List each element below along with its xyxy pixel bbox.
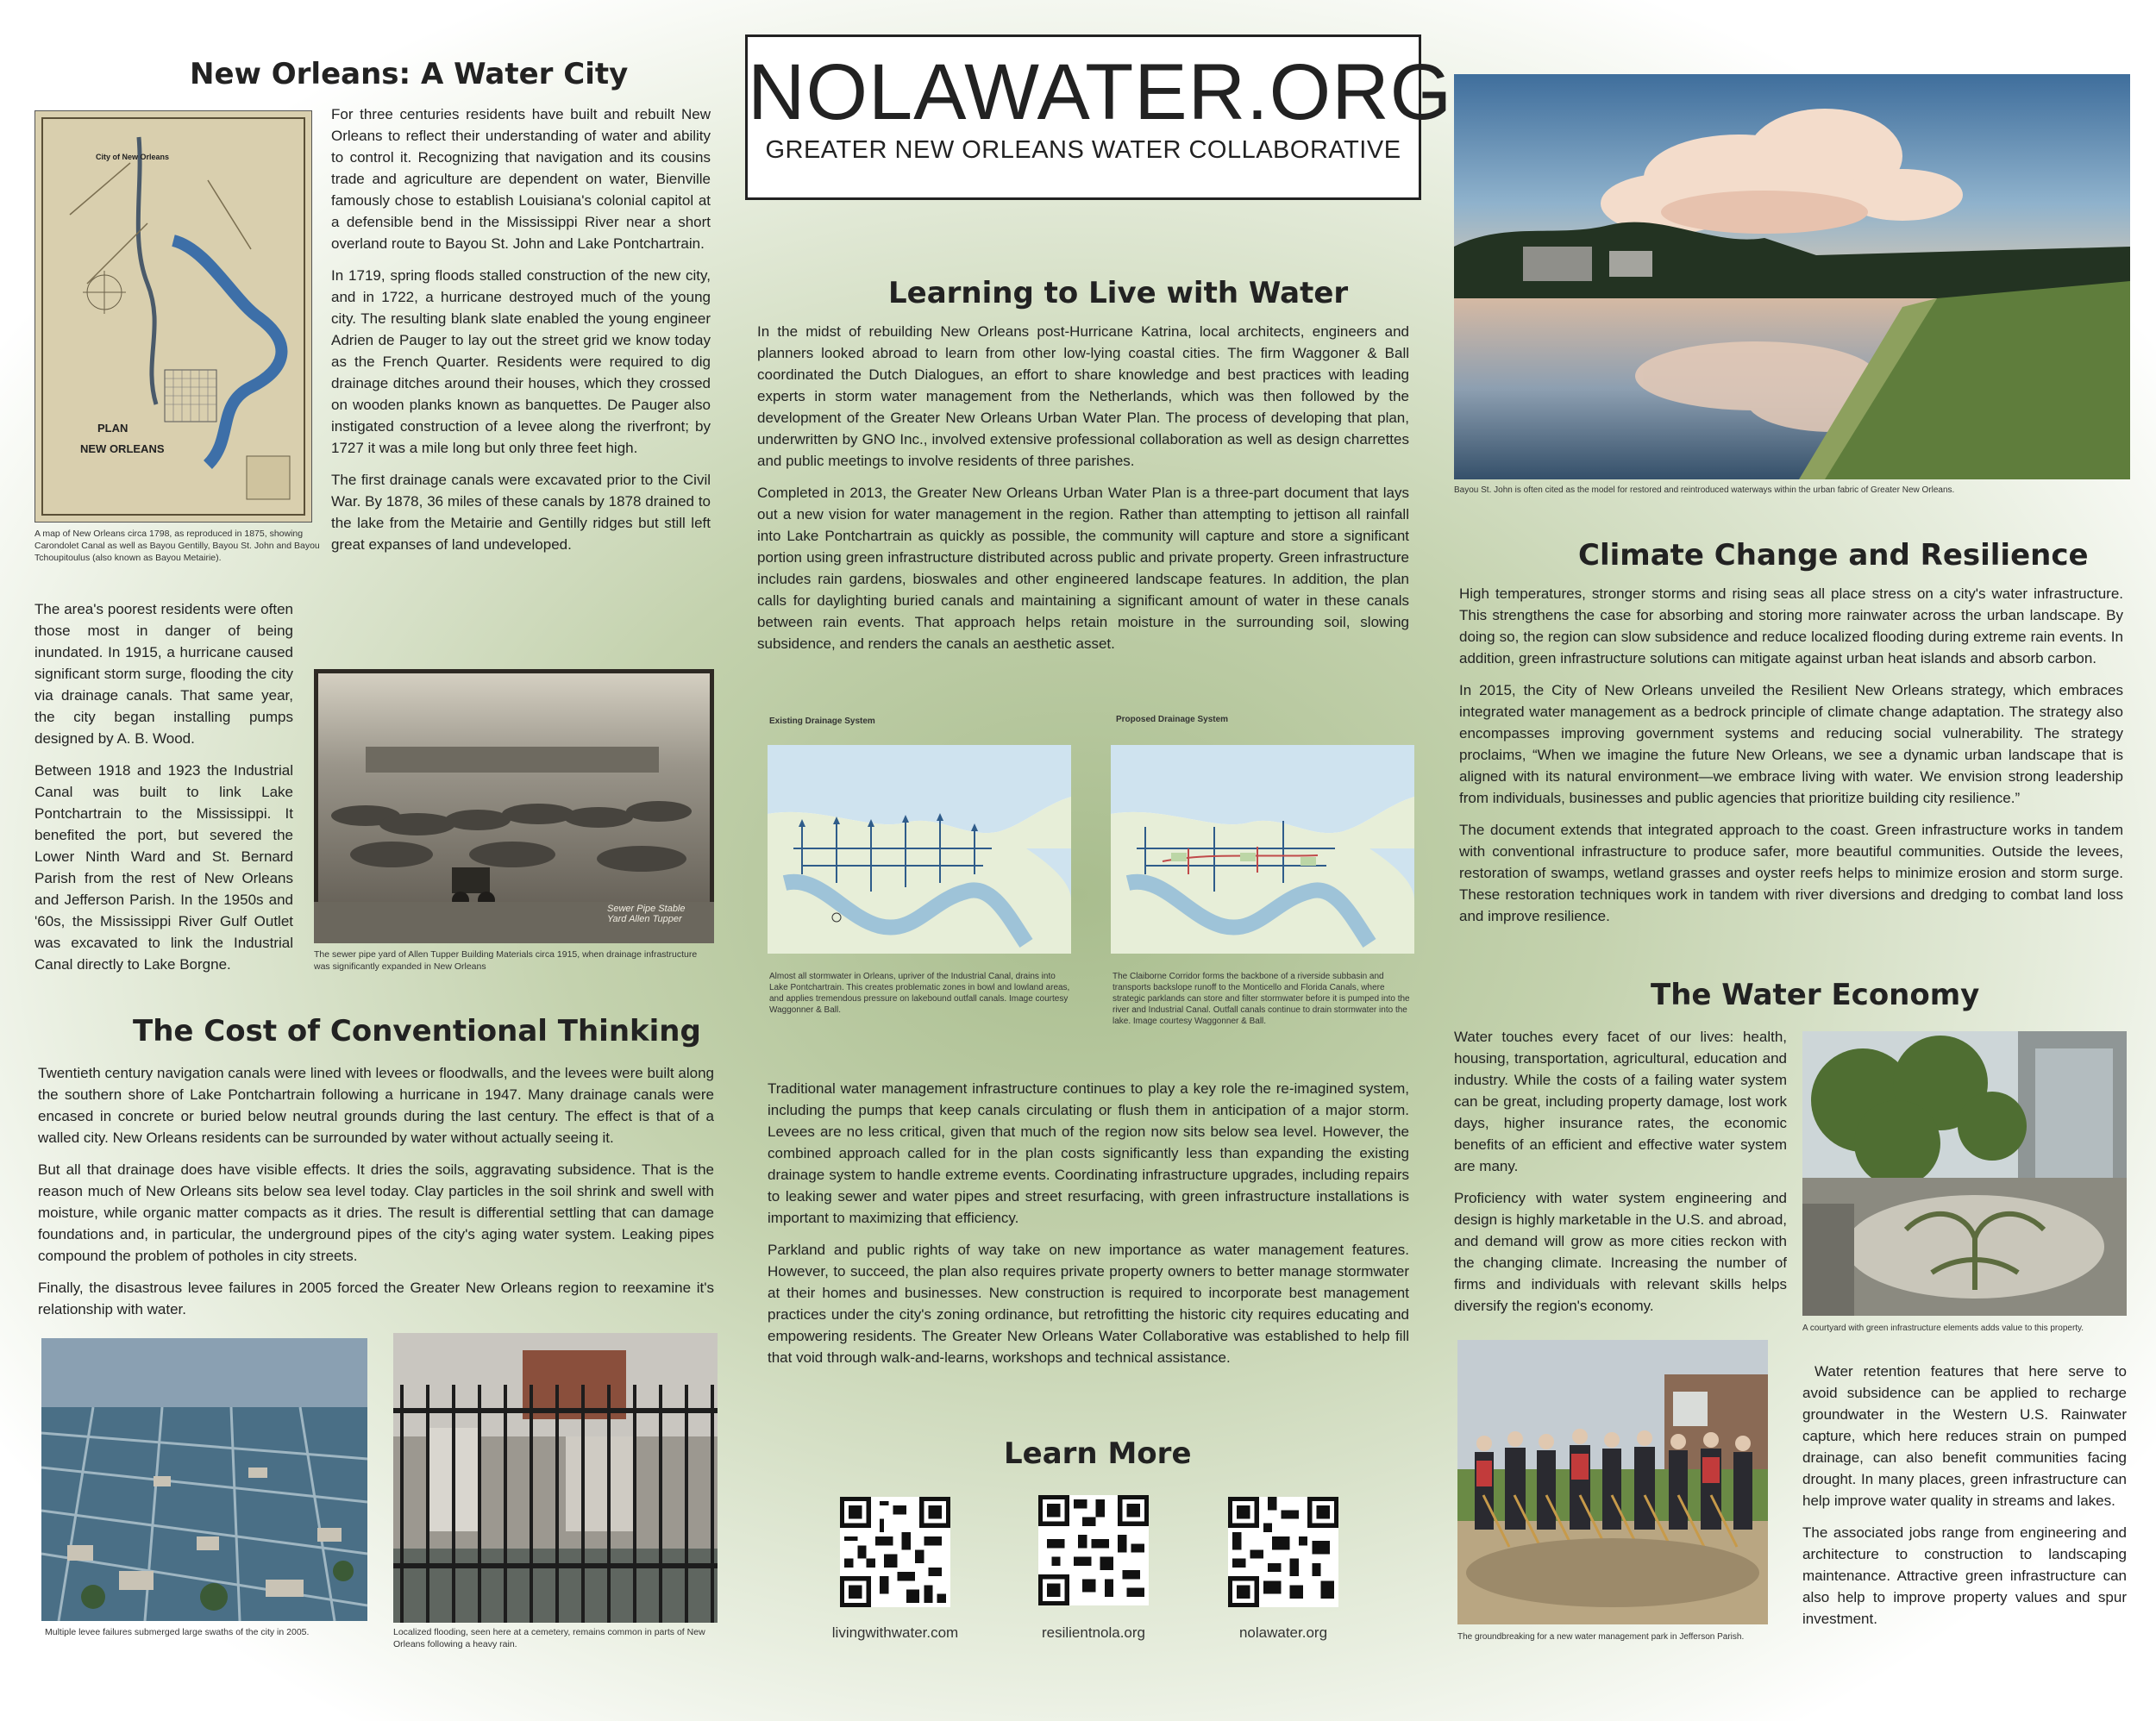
climate-text <box>1459 583 2123 937</box>
economy-p2: Proficiency with water system engineering and design is highly marketable in the U.S. and abroad, and demand will grow as more cities reckon with the changing climate. Increasing the number of firms and individuals with relevant skills helps diversify the region's economy. <box>1454 1190 1787 1314</box>
groundbreaking-photo <box>1457 1340 1768 1624</box>
qr-code-resilientnola[interactable] <box>1038 1495 1149 1605</box>
economy-p4: The associated jobs range from engineering and architecture to construction to landscaping maintenance. Attractive green infrastructure can also help to improve property values and spur investment. <box>1802 1524 2127 1627</box>
water-city-p1: For three centuries residents have built and rebuilt New Orleans to reflect their understanding of water and ability to control it. Recognizing that navigation and its cousins trade and agriculture are dependent on water, Bienville famously chose to establish Louisiana's colonial capitol at a defensible bend in the Mississippi River near a short overland route to Bayou St. John and Lake Pontchartrain. <box>331 106 711 252</box>
historic-map-caption: A map of New Orleans circa 1798, as reproduced in 1875, showing Carondolet Canal as well as Bayou Gentilly, Bayou St. John and Bayou Tchoupitoulus (also known as Bayou Metairie). <box>34 529 320 563</box>
economy-p3: Water retention features that here serve to avoid subsidence can be applied to recharge groundwater in the Western U.S. Rainwater capture, which here reduces strain on pumped drainage, can also benefit communities facing drought. In many places, green infrastructure can help improve water quality in streams and lakes. <box>1802 1363 2127 1509</box>
bayou-caption: Bayou St. John is often cited as the model for restored and reintroduced waterways within the urban fabric of Greater New Orleans. <box>1454 485 1955 495</box>
proposed-drainage-caption: The Claiborne Corridor forms the backbone of a riverside subbasin and transports backslope runoff to the Monticello and Florida Canals, where strategic parklands can store and filter stormwater before it is pumped into the river and Industrial Canal. Outfall canals continue to drain stormwater into the lake. Image courtesy Waggonner & Ball. <box>1112 972 1410 1026</box>
cemetery-flood-photo <box>393 1333 718 1623</box>
water-city-p2: In 1719, spring floods stalled construction of the new city, and in 1722, a hurricane destroyed much of the young city. The resulting blank slate enabled the young engineer Adrien de Pauger to lay out the street grid we know today as the French Quarter. Residents were required to dig drainage ditches around their houses, which they crossed on wooden planks known as banquettes. De Pauger also instigated construction of a levee along the riverfront; by 1727 it was a mile long but only three feet high. <box>331 267 711 456</box>
heading-water-economy: The Water Economy <box>1651 978 1980 1012</box>
economy-text-top <box>1454 1026 1787 1327</box>
cost-thinking-text <box>38 1062 714 1330</box>
historic-map-image <box>34 110 312 523</box>
flood-aerial-photo <box>41 1338 367 1621</box>
pipe-yard-photo <box>314 669 714 943</box>
heading-learn-more: Learn More <box>1004 1436 1192 1471</box>
live-p4: Parkland and public rights of way take on new importance as water management features. However, to succeed, the plan also requires private property owners to better manage stormwater at their homes and businesses. New construction is required to incorporate best management practices under the city's zoning ordinance, but retrofitting the historic city requires educating and empowering residents. The Greater New Orleans Water Collaborative was established to help fill that void through walk-and-learns, workshops and technical assistance. <box>768 1242 1409 1366</box>
economy-text-bottom <box>1802 1361 2127 1640</box>
groundbreaking-caption: The groundbreaking for a new water management park in Jefferson Parish. <box>1457 1632 1745 1642</box>
heading-water-city: New Orleans: A Water City <box>190 57 629 91</box>
heading-cost-thinking: The Cost of Conventional Thinking <box>133 1014 701 1048</box>
map-top-label: City of New Orleans <box>96 153 170 161</box>
logo-title: NOLAWATER.ORG <box>748 48 1453 136</box>
existing-drainage-map <box>768 745 1071 954</box>
cost-p1: Twentieth century navigation canals were lined with levees or floodwalls, and the levees were built along the southern shore of Lake Pontchartrain following a hurricane in 1947. Many drainage canals were encased in concrete or buried below neutral grounds during the last century. The effect is that of a walled city. New Orleans residents can be surrounded by water without actually seeing it. <box>38 1065 714 1146</box>
water-city-p5: Between 1918 and 1923 the Industrial Canal was built to link Lake Pontchartrain to the Mississippi. It benefited the port, but severed the Lower Ninth Ward and St. Bernard Parish from the rest of New Orleans and Jefferson Parish. In the 1950s and '60s, the Mississippi River Gulf Outlet was excavated to link the Industrial Canal directly to Lake Borgne. <box>34 762 293 973</box>
economy-p1: Water touches every facet of our lives: health, housing, transportation, agricultural, education and industry. While the costs of a failing water system can be great, including property damage, lost work days, higher insurance rates, the economic benefits of an efficient and effective water system are many. <box>1454 1029 1787 1174</box>
cost-p2: But all that drainage does have visible effects. It dries the soils, aggravating subsidence. That is the reason much of New Orleans sits below sea level today. Clay particles in the soil shrink and swell with moisture, while organic matter compacts as it dries. The result is differential settling that can damage foundations and, in particular, the underground pipes of the city's aging water system. Leaking pipes compound the problem of potholes in city streets. <box>38 1161 714 1264</box>
cemetery-caption: Localized flooding, seen here at a cemetery, remains common in parts of New Orleans following a heavy rain. <box>393 1627 705 1649</box>
bayou-st-john-photo <box>1454 74 2130 479</box>
water-city-p4: The area's poorest residents were often those most in danger of being inundated. In 1915, a hurricane caused significant storm surge, flooding the city via drainage canals. That same year, the city began installing pumps designed by A. B. Wood. <box>34 601 293 747</box>
climate-p1: High temperatures, stronger storms and rising seas all place stress on a city's water infrastructure. This strengthens the case for absorbing and storing more rainwater across the urban landscape. By doing so, the region can slow subsidence and reduce localized flooding during extreme rain events. In addition, green infrastructure solutions can mitigate against urban heat islands and absorb carbon. <box>1459 585 2123 666</box>
courtyard-photo <box>1802 1031 2127 1316</box>
nolawater-logo <box>745 34 1453 200</box>
climate-p3: The document extends that integrated approach to the coast. Green infrastructure works in tandem with conventional infrastructure to produce safer, more beautiful communities. Outside the levees, restoration of swamps, wetland grasses and oyster reefs helps to minimize erosion and storm surge. These restoration techniques work in tandem with river diversions and dredging to combat land loss and improve resilience. <box>1459 822 2123 924</box>
proposed-drainage-title: Proposed Drainage System <box>1116 715 1229 724</box>
water-city-text-left <box>34 598 293 986</box>
pipe-yard-caption: The sewer pipe yard of Allen Tupper Building Materials circa 1915, when drainage infrastructure was significantly expanded in New Orleans <box>314 949 698 972</box>
proposed-drainage-map <box>1111 745 1414 954</box>
live-with-water-text-bottom <box>768 1078 1409 1379</box>
cost-p3: Finally, the disastrous levee failures in 2005 forced the Greater New Orleans region to reexamine it's relationship with water. <box>38 1280 714 1317</box>
live-p2: Completed in 2013, the Greater New Orleans Urban Water Plan is a three-part document that lays out a new vision for water management in the region. Rather than attempting to jettison all rainfall into Lake Pontchartrain as quickly as possible, the community will capture and store a significant portion using green infrastructure distributed across public and private property. Green infrastructure includes rain gardens, bioswales and other engineered landscape features. In addition, the plan calls for daylighting buried canals and maintaining a significant amount of water in these canals between rain events. That approach helps retain moisture in the surrounding soil, slowing subsidence, and renders the canals an aesthetic asset. <box>757 485 1409 652</box>
live-p3: Traditional water management infrastructure continues to play a key role the re-imagined system, including the pumps that keep canals circulating or flush them in anticipation of a major storm. Levees are no less critical, given that much of the region now sits below sea level. However, the combined approach called for in the plan costs significantly less than expanding the existing drainage system to handle extreme events. Coordinating infrastructure upgrades, including repairs to leaking sewer and water pipes and street resurfacing, with green infrastructure installations is important to maximizing that efficiency. <box>768 1080 1409 1226</box>
map-title-new-orleans: NEW ORLEANS <box>80 442 165 455</box>
courtyard-caption: A courtyard with green infrastructure elements adds value to this property. <box>1802 1324 2084 1333</box>
heading-live-with-water: Learning to Live with Water <box>888 276 1349 310</box>
qr-code-nolawater[interactable] <box>1228 1497 1338 1607</box>
existing-drainage-caption: Almost all stormwater in Orleans, upriver of the Industrial Canal, drains into Lake Pontchartrain. This creates problematic zones in bowl and lowland areas, and applies tremendous pressure on lakebound outfall canals. Image courtesy Waggonner & Ball. <box>769 972 1070 1015</box>
pipe-yard-sign: Sewer Pipe Stable Yard Allen Tupper <box>607 904 686 924</box>
water-city-text-right <box>331 103 711 566</box>
water-city-p3: The first drainage canals were excavated prior to the Civil War. By 1878, 36 miles of these canals by 1878 drained to the lake from the Metairie and Gentilly ridges but still left great expanses of land undeveloped. <box>331 472 711 553</box>
logo-subtitle: GREATER NEW ORLEANS WATER COLLABORATIVE <box>765 136 1401 164</box>
heading-climate-change: Climate Change and Resilience <box>1578 538 2089 573</box>
climate-p2: In 2015, the City of New Orleans unveiled the Resilient New Orleans strategy, which embraces integrated water management as a bedrock principle of climate change adaptation. The strategy also encompasses improving government systems and reducing social vulnerability. The strategy proclaims, “When we imagine the future New Orleans, we see a dynamic urban landscape that is aligned with its natural environment—we embrace living with water. We envision strong leadership from individuals, businesses and public agencies that prioritize building city resilience.” <box>1459 682 2123 806</box>
qr-code-livingwithwater[interactable] <box>840 1497 950 1607</box>
existing-drainage-title: Existing Drainage System <box>769 717 875 726</box>
link-nolawater[interactable]: nolawater.org <box>1238 1624 1328 1641</box>
link-resilientnola[interactable]: resilientnola.org <box>1041 1624 1145 1641</box>
live-with-water-text-top <box>757 321 1409 665</box>
flood-aerial-caption: Multiple levee failures submerged large swaths of the city in 2005. <box>45 1627 310 1637</box>
live-p1: In the midst of rebuilding New Orleans post-Hurricane Katrina, local architects, engineers and planners looked abroad to learn from other low-lying coastal cities. The firm Waggoner & Ball coordinated the Dutch Dialogues, an effort to share knowledge and best practices with leading experts in storm water management from the Netherlands, which was then followed by the development of the Greater New Orleans Urban Water Plan. The process of developing that plan, underwritten by GNO Inc., involved extensive professional collaboration as well as design charrettes and public meetings to involve residents of three parishes. <box>757 323 1409 469</box>
map-title-plan: PLAN <box>97 422 128 435</box>
link-livingwithwater[interactable]: livingwithwater.com <box>831 1624 959 1641</box>
